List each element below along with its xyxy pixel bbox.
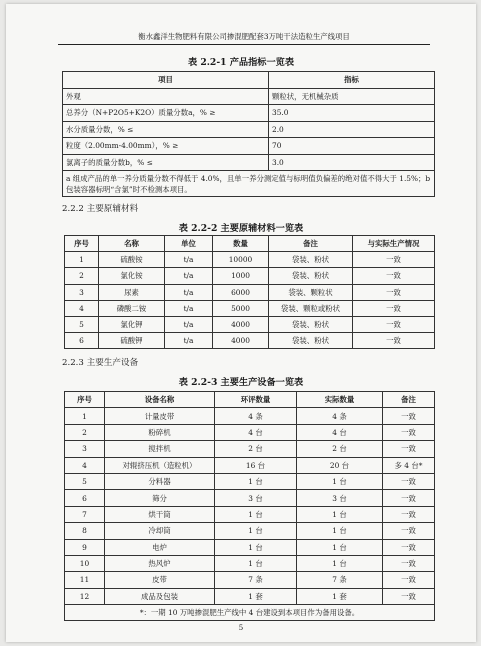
table-cell: 11 (65, 572, 105, 588)
table-cell: 4000 (213, 333, 269, 349)
table-cell: 4 (65, 457, 105, 473)
section-heading-materials: 2.2.2 主要原辅材料 (62, 204, 139, 214)
table-cell: 皮带 (105, 572, 215, 588)
table-cell: 一致 (383, 506, 435, 522)
table-cell: 一致 (383, 408, 435, 424)
table-cell: 4 台 (297, 424, 383, 440)
table-cell: 总养分（N+P2O5+K2O）质量分数a，% ≥ (63, 105, 269, 122)
table-cell: 70 (269, 138, 435, 155)
table-cell: 颗粒状，无机械杂质 (269, 88, 435, 105)
table-cell: 2 台 (215, 441, 297, 457)
table-cell: 搅拌机 (105, 441, 215, 457)
product-spec-table (62, 71, 435, 197)
table-cell: 1 套 (297, 588, 383, 604)
table-cell: 袋装、粉状 (269, 252, 353, 268)
table-header-cell: 环评数量 (215, 392, 297, 408)
table-cell: 4 条 (215, 408, 297, 424)
table-cell: 计量皮带 (105, 408, 215, 424)
table-cell: 袋装、粉状 (269, 316, 353, 332)
table-cell: 1 台 (297, 539, 383, 555)
table-cell: 粒度（2.00mm-4.00mm），% ≥ (63, 138, 269, 155)
table-cell: 硫酸铵 (99, 252, 165, 268)
table-cell: 2 (65, 268, 99, 284)
table-cell: 3 台 (297, 490, 383, 506)
table-cell: 多 4 台* (383, 457, 435, 473)
table-cell: 8 (65, 523, 105, 539)
table-cell: 1 (65, 408, 105, 424)
table-cell: 氯化铵 (99, 268, 165, 284)
table-cell: 袋装、颗粒或粉状 (269, 300, 353, 316)
page-header: 衡水鑫洋生物肥料有限公司掺混肥配套3万吨干法造粒生产线项目 (58, 31, 430, 45)
table-cell: t/a (165, 300, 213, 316)
table-cell: 烘干筒 (105, 506, 215, 522)
table-cell: 一致 (383, 555, 435, 571)
table-cell: 筛分 (105, 490, 215, 506)
table-note-row (63, 171, 435, 197)
table-cell: 外观 (63, 88, 269, 105)
table-cell: 2 (65, 424, 105, 440)
table-cell: 4000 (213, 316, 269, 332)
table-cell: 热风炉 (105, 555, 215, 571)
table-row (63, 105, 435, 122)
table-cell: 成品及包装 (105, 588, 215, 604)
materials-table (64, 235, 435, 349)
table-row (65, 506, 435, 522)
table-cell: t/a (165, 284, 213, 300)
table-row (63, 138, 435, 155)
table-cell: 1 台 (215, 506, 297, 522)
table-row (65, 523, 435, 539)
table-cell: t/a (165, 333, 213, 349)
table-note: a 组成产品的单一养分质量分数不得低于 4.0%，且单一养分测定值与标明值负偏差的绝对值不得大于 1.5%；b 包装容器标明“含氯”时不检测本项目。 (63, 171, 435, 197)
table-note-row (65, 605, 435, 621)
table-cell: 一致 (383, 523, 435, 539)
table-row (65, 316, 435, 332)
table-cell: 2.0 (269, 121, 435, 138)
table-row (65, 268, 435, 284)
table-cell: 10000 (213, 252, 269, 268)
table-cell: 磷酸二铵 (99, 300, 165, 316)
table-cell: 一致 (383, 473, 435, 489)
table-cell: 袋装、粉状 (269, 268, 353, 284)
table-header-cell: 备注 (269, 236, 353, 252)
table-header-cell: 与实际生产情况 (353, 236, 435, 252)
table-cell: 一致 (383, 572, 435, 588)
table-cell: 一致 (353, 252, 435, 268)
table-cell: 1 (65, 252, 99, 268)
table-header-row (65, 236, 435, 252)
table-cell: 袋装、颗粒状 (269, 284, 353, 300)
table-row (63, 154, 435, 171)
table-cell: 20 台 (297, 457, 383, 473)
table-cell: 一致 (383, 588, 435, 604)
table-cell: 1 台 (215, 473, 297, 489)
table-row (65, 572, 435, 588)
table-header-row (63, 72, 435, 89)
table-note: *：一期 10 万吨掺混肥生产线中 4 台建设到本项目作为备用设备。 (65, 605, 435, 621)
table-cell: 粉碎机 (105, 424, 215, 440)
table-row (65, 300, 435, 316)
table-cell: 硫酸钾 (99, 333, 165, 349)
table-cell: 一致 (353, 316, 435, 332)
table-cell: 35.0 (269, 105, 435, 122)
table3-caption: 表 2.2-3 主要生产设备一览表 (178, 377, 304, 388)
table-cell: 氯离子的质量分数b，% ≤ (63, 154, 269, 171)
equipment-table (64, 391, 435, 621)
table-cell: 1 套 (215, 588, 297, 604)
table-row (65, 588, 435, 604)
table-header-cell: 序号 (65, 392, 105, 408)
table-cell: 冷却筒 (105, 523, 215, 539)
table-row (65, 284, 435, 300)
table-cell: 10 (65, 555, 105, 571)
table-header-cell: 备注 (383, 392, 435, 408)
table-header-cell: 设备名称 (105, 392, 215, 408)
table-cell: 1 台 (297, 473, 383, 489)
page-number: 5 (238, 624, 244, 632)
table-row (65, 555, 435, 571)
table-row (63, 88, 435, 105)
table-header-cell: 单位 (165, 236, 213, 252)
table-cell: t/a (165, 268, 213, 284)
table-cell: 1 台 (297, 555, 383, 571)
table-cell: 3 (65, 441, 105, 457)
table-header-cell: 实际数量 (297, 392, 383, 408)
table-cell: 5 (65, 316, 99, 332)
table-cell: 4 台 (215, 424, 297, 440)
table-row (65, 424, 435, 440)
table-cell: 1000 (213, 268, 269, 284)
table-cell: 5 (65, 473, 105, 489)
table-cell: 6000 (213, 284, 269, 300)
table-header-cell: 序号 (65, 236, 99, 252)
table-cell: 一致 (353, 284, 435, 300)
table-cell: 5000 (213, 300, 269, 316)
table-cell: 1 台 (297, 523, 383, 539)
table-cell: 3 台 (215, 490, 297, 506)
table-cell: 6 (65, 490, 105, 506)
table-cell: 袋装、粉状 (269, 333, 353, 349)
table-row (65, 473, 435, 489)
table-row (65, 457, 435, 473)
table-header-cell: 指标 (269, 72, 435, 89)
table-cell: t/a (165, 252, 213, 268)
table-row (65, 441, 435, 457)
table-cell: 4 条 (297, 408, 383, 424)
table-cell: 一致 (383, 490, 435, 506)
table1-caption: 表 2.2-1 产品指标一览表 (187, 57, 295, 68)
table-cell: 7 条 (297, 572, 383, 588)
table-row (65, 333, 435, 349)
table-cell: 3 (65, 284, 99, 300)
table-cell: 一致 (353, 300, 435, 316)
table-cell: 7 (65, 506, 105, 522)
table-row (65, 490, 435, 506)
table-cell: 4 (65, 300, 99, 316)
table-cell: 2 台 (297, 441, 383, 457)
table-row (65, 408, 435, 424)
table-cell: 水分质量分数，% ≤ (63, 121, 269, 138)
table-row (63, 121, 435, 138)
table-row (65, 539, 435, 555)
table-cell: 1 台 (215, 539, 297, 555)
table-cell: 7 条 (215, 572, 297, 588)
table-header-cell: 名称 (99, 236, 165, 252)
table-cell: 一致 (353, 333, 435, 349)
table-cell: 3.0 (269, 154, 435, 171)
document-page (6, 4, 476, 642)
section-heading-equipment: 2.2.3 主要生产设备 (62, 358, 139, 368)
table-cell: 1 台 (215, 523, 297, 539)
table-cell: 氯化钾 (99, 316, 165, 332)
table-cell: 1 台 (297, 506, 383, 522)
table-cell: 电炉 (105, 539, 215, 555)
table-cell: 尿素 (99, 284, 165, 300)
table-header-row (65, 392, 435, 408)
table-header-cell: 数量 (213, 236, 269, 252)
table-cell: 一致 (383, 424, 435, 440)
table-cell: 1 台 (215, 555, 297, 571)
table-cell: 12 (65, 588, 105, 604)
table-cell: t/a (165, 316, 213, 332)
table-cell: 分料器 (105, 473, 215, 489)
table-row (65, 252, 435, 268)
table-cell: 9 (65, 539, 105, 555)
table-cell: 6 (65, 333, 99, 349)
table-cell: 一致 (383, 441, 435, 457)
table-cell: 对辊挤压机（造粒机） (105, 457, 215, 473)
table-cell: 16 台 (215, 457, 297, 473)
table-cell: 一致 (353, 268, 435, 284)
table-cell: 一致 (383, 539, 435, 555)
table2-caption: 表 2.2-2 主要原辅材料一览表 (178, 223, 304, 234)
table-header-cell: 项目 (63, 72, 269, 89)
